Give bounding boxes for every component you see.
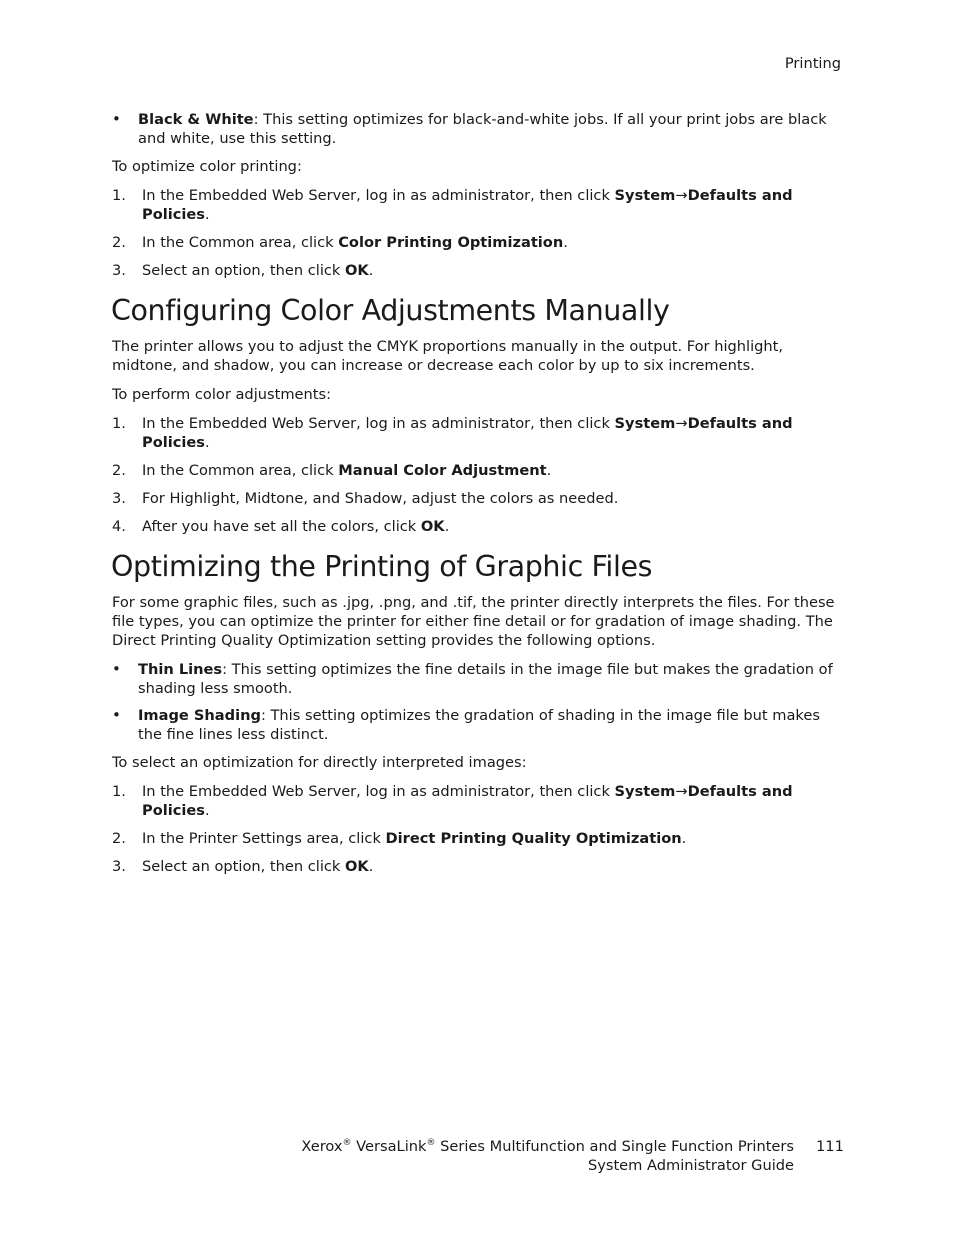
list-item: 4. After you have set all the colors, click OK. xyxy=(112,518,450,535)
section-heading-color-adjustments: Configuring Color Adjustments Manually xyxy=(111,294,670,327)
list-item: • Image Shading: This setting optimizes the gradation of shading in the image file but makes the fine lines less distinct. xyxy=(112,706,844,744)
footer-product-line: Xerox® VersaLink® Series Multifunction and Single Function Printers xyxy=(301,1138,794,1155)
page-number: 111 xyxy=(816,1138,844,1155)
color-opt-lead: To optimize color printing: xyxy=(112,158,302,175)
section1-steps xyxy=(112,414,844,536)
list-item: 1. In the Embedded Web Server, log in as administrator, then click System→Defaults and Policies. xyxy=(112,415,793,451)
section2-bullet-list xyxy=(112,660,844,744)
list-item: 3. Select an option, then click OK. xyxy=(112,858,374,875)
list-item: • Thin Lines: This setting optimizes the fine details in the image file but makes the gradation of shading less smooth. xyxy=(112,660,844,698)
section-heading-graphic-files: Optimizing the Printing of Graphic Files xyxy=(111,550,653,583)
running-header: Printing xyxy=(784,55,841,72)
list-item: 3. Select an option, then click OK. xyxy=(112,262,374,279)
list-item: 2. In the Printer Settings area, click Direct Printing Quality Optimization. xyxy=(112,830,687,847)
list-item: 3. For Highlight, Midtone, and Shadow, adjust the colors as needed. xyxy=(112,490,619,507)
page-content xyxy=(112,110,844,886)
section1-paragraph: The printer allows you to adjust the CMYK proportions manually in the output. For highlight, midtone, and shadow, you can increase or decrease each color by up to six increments. xyxy=(112,338,783,374)
color-opt-steps xyxy=(112,186,844,280)
list-item: 2. In the Common area, click Color Printing Optimization. xyxy=(112,234,568,251)
section2-lead: To select an optimization for directly interpreted images: xyxy=(112,754,527,771)
running-footer xyxy=(301,1137,794,1175)
list-item: • Black & White: This setting optimizes for black-and-white jobs. If all your print jobs are black and white, use this setting. xyxy=(112,110,844,148)
list-item: 2. In the Common area, click Manual Color Adjustment. xyxy=(112,462,552,479)
section2-steps xyxy=(112,782,844,876)
list-item: 1. In the Embedded Web Server, log in as administrator, then click System→Defaults and Policies. xyxy=(112,187,793,223)
list-item: 1. In the Embedded Web Server, log in as administrator, then click System→Defaults and Policies. xyxy=(112,783,793,819)
intro-bullet-list xyxy=(112,110,844,148)
section2-paragraph: For some graphic files, such as .jpg, .png, and .tif, the printer directly interprets the files. For these file types, you can optimize the printer for either fine detail or for gradation of image shading. The Direct Printing Quality Optimization setting provides the following options. xyxy=(112,594,835,649)
section1-lead: To perform color adjustments: xyxy=(112,386,332,403)
footer-guide-title: System Administrator Guide xyxy=(587,1157,794,1174)
